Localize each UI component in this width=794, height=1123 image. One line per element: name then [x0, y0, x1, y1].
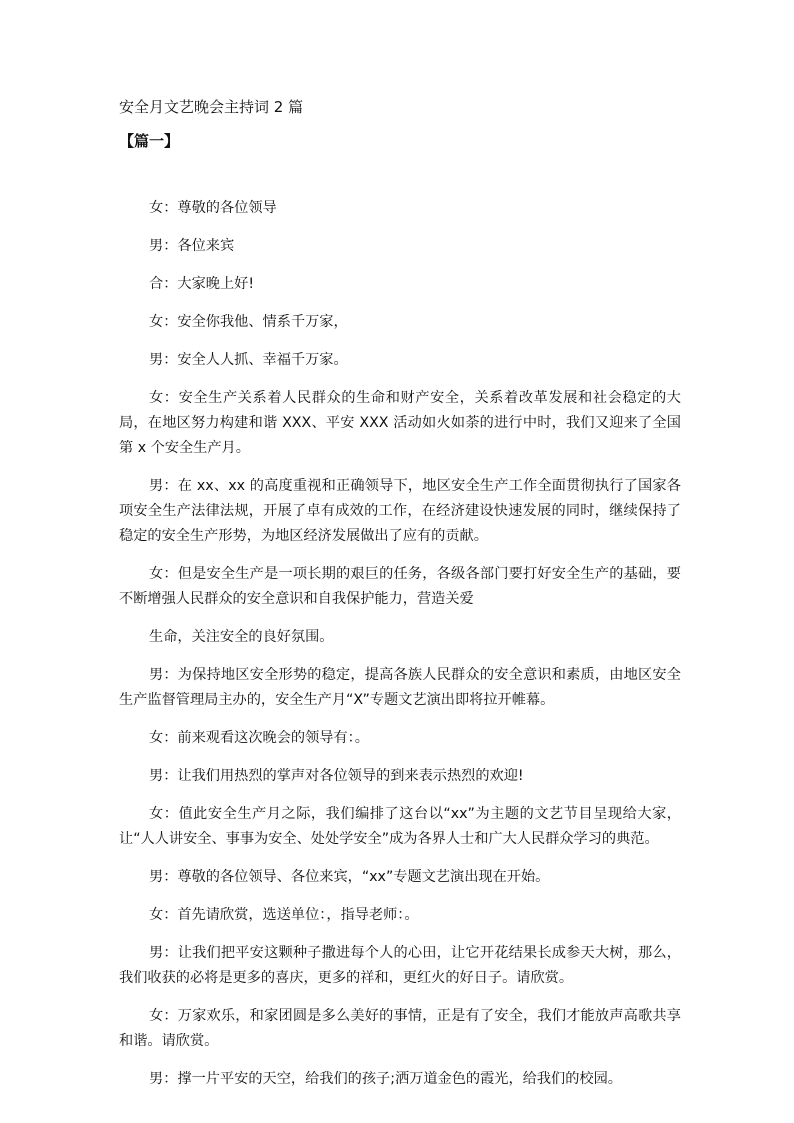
paragraph: 女：安全你我他、情系千万家，: [149, 314, 348, 330]
paragraph: 合：大家晚上好!: [149, 276, 255, 292]
paragraph: 女：尊敬的各位领导: [149, 200, 277, 216]
document-title: 安全月文艺晚会主持词 2 篇: [119, 98, 304, 116]
paragraph: 女：前来观看这次晚会的领导有：。: [149, 730, 369, 746]
paragraph: 男：让我们把平安这颗种子撒进每个人的心田，让它开花结果长成参天大树，那么，我们收获的必将是更多的喜庆，更多的祥和，更红火的好日子。请欣赏。: [119, 945, 681, 986]
paragraph: 男：为保持地区安全形势的稳定，提高各族人民群众的安全意识和素质，由地区安全生产监督管理局主办的，安全生产月“X”专题文艺演出即将拉开帷幕。: [119, 667, 681, 708]
paragraph: 女：万家欢乐，和家团圆是多么美好的事情，正是有了安全，我们才能放声高歌共享和谐。请欣赏。: [119, 1008, 681, 1049]
paragraph: 女：安全生产关系着人民群众的生命和财产安全，关系着改革发展和社会稳定的大局，在地区努力构建和谐 XXX、平安 XXX 活动如火如荼的进行中时，我们又迎来了全国第 x 个安全生产月。: [119, 390, 681, 456]
document-body: [119, 196, 681, 1105]
paragraph: 女：首先请欣赏，选送单位：，指导老师：。: [149, 907, 419, 923]
section-heading: 【篇一】: [119, 132, 180, 150]
paragraph: 女：值此安全生产月之际，我们编排了这台以“xx”为主题的文艺节目呈现给大家，让“人人讲安全、事事为安全、处处学安全”成为各界人士和广大人民群众学习的典范。: [119, 806, 681, 847]
paragraph: 男：撑一片平安的天空，给我们的孩子;洒万道金色的霞光，给我们的校园。: [149, 1071, 622, 1087]
paragraph: 男：在 xx、xx 的高度重视和正确领导下，地区安全生产工作全面贯彻执行了国家各项安全生产法律法规，开展了卓有成效的工作，在经济建设快速发展的同时，继续保持了稳定的安全生产形势，为地区经济发展做出了应有的贡献。: [119, 478, 681, 544]
paragraph: 男：让我们用热烈的掌声对各位领导的到来表示热烈的欢迎!: [149, 768, 524, 784]
paragraph: 男：尊敬的各位领导、各位来宾，“xx”专题文艺演出现在开始。: [149, 869, 550, 885]
paragraph: 男：各位来宾: [149, 238, 235, 254]
paragraph: 生命，关注安全的良好氛围。: [149, 629, 334, 645]
paragraph: 男：安全人人抓、幸福千万家。: [149, 352, 348, 368]
paragraph: 女：但是安全生产是一项长期的艰巨的任务，各级各部门要打好安全生产的基础，要不断增强人民群众的安全意识和自我保护能力，营造关爱: [119, 566, 681, 607]
